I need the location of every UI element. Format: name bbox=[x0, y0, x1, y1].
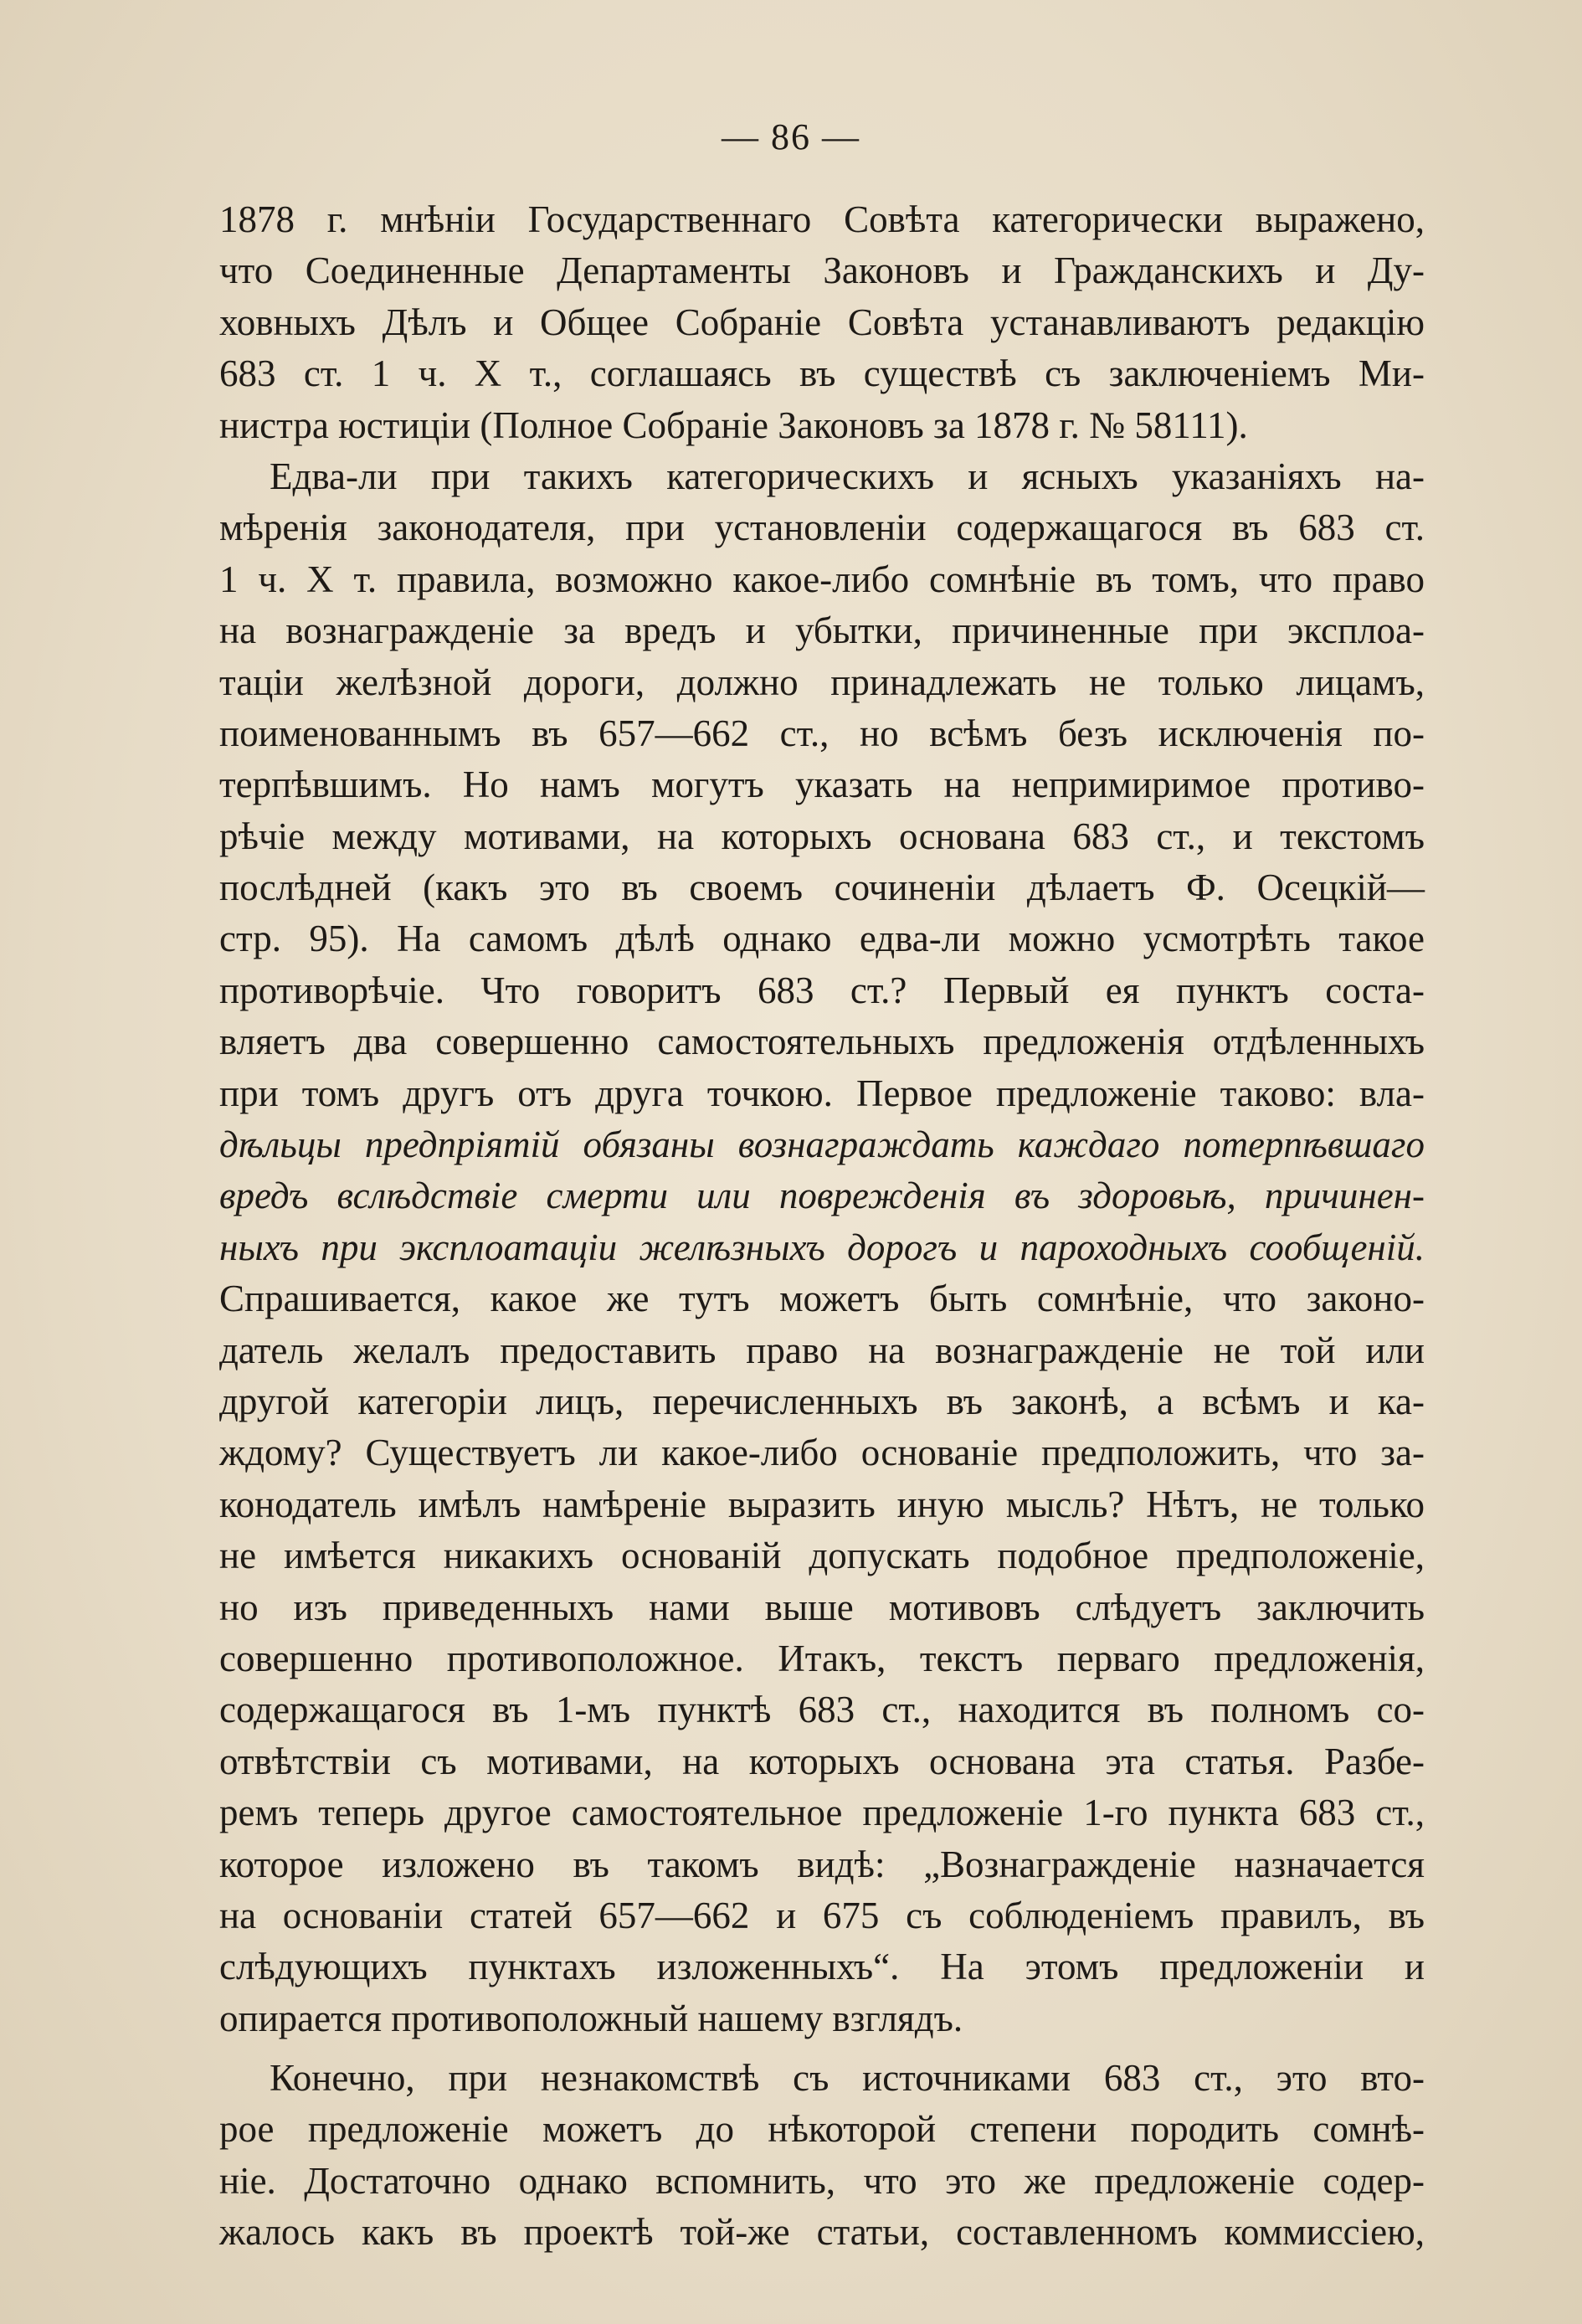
text-line: что Соединенные Департаменты Законовъ и Гражданскихъ и Ду- bbox=[219, 249, 1425, 292]
text-line: 683 ст. 1 ч. X т., соглашаясь въ существѣ съ заключеніемъ Ми- bbox=[219, 352, 1425, 395]
text-line: на вознагражденіе за вредъ и убытки, причиненные при эксплоа- bbox=[219, 609, 1425, 652]
text-line: ніе. Достаточно однако вспомнить, что это же предложеніе содер- bbox=[219, 2159, 1425, 2202]
text-line: стр. 95). На самомъ дѣлѣ однако едва-ли можно усмотрѣть такое bbox=[219, 918, 1425, 960]
text-line: вляетъ два совершенно самостоятельныхъ предложенія отдѣленныхъ bbox=[219, 1021, 1425, 1063]
text-line: Спрашивается, какое же тутъ можетъ быть сомнѣніе, что законо- bbox=[219, 1278, 1425, 1320]
italic-quote-line: вредъ вслѣдствіе смерти или поврежденія въ здоровьѣ, причинен- bbox=[219, 1175, 1425, 1217]
text-line: ремъ теперь другое самостоятельное предложеніе 1-го пункта 683 ст., bbox=[219, 1792, 1425, 1834]
text-line: жалось какъ въ проектѣ той-же статьи, составленномъ коммиссіею, bbox=[219, 2211, 1425, 2254]
paragraph-first-line: Конечно, при незнакомствѣ съ источниками 683 ст., это вто- bbox=[270, 2057, 1425, 2100]
text-line: рое предложеніе можетъ до нѣкоторой степени породить сомнѣ- bbox=[219, 2108, 1425, 2151]
text-line: нистра юстиціи (Полное Собраніе Законовъ за 1878 г. № 58111). bbox=[219, 404, 1248, 446]
text-line: послѣдней (какъ это въ своемъ сочиненіи дѣлаетъ Ф. Осецкій— bbox=[219, 866, 1425, 909]
text-line: конодатель имѣлъ намѣреніе выразить иную мысль? Нѣтъ, не только bbox=[219, 1483, 1425, 1525]
italic-quote-line: ныхъ при эксплоатаціи желѣзныхъ дорогъ и пароходныхъ сообщеній. bbox=[219, 1226, 1425, 1268]
body-text bbox=[219, 194, 1425, 2259]
italic-quote-line: дѣльцы предпріятій обязаны вознаграждать каждаго потерпѣвшаго bbox=[219, 1123, 1425, 1166]
page-number: — 86 — bbox=[722, 116, 860, 157]
text-line: которое изложено въ такомъ видѣ: „Вознагражденіе назначается bbox=[219, 1843, 1425, 1885]
paragraph-first-line: Едва-ли при такихъ категорическихъ и ясныхъ указаніяхъ на- bbox=[270, 455, 1425, 497]
text-line: 1 ч. X т. правила, возможно какое-либо сомнѣніе въ томъ, что право bbox=[219, 558, 1425, 600]
text-line: на основаніи статей 657—662 и 675 съ соблюденіемъ правилъ, въ bbox=[219, 1894, 1425, 1936]
text-line: рѣчіе между мотивами, на которыхъ основана 683 ст., и текстомъ bbox=[219, 815, 1425, 857]
text-line: отвѣтствіи съ мотивами, на которыхъ основана эта статья. Разбе- bbox=[219, 1740, 1425, 1782]
text-line: ховныхъ Дѣлъ и Общее Собраніе Совѣта устанавливаютъ редакцію bbox=[219, 301, 1425, 343]
text-line: опирается противоположный нашему взглядъ. bbox=[219, 1997, 963, 2039]
text-line: поименованнымъ въ 657—662 ст., но всѣмъ безъ исключенія по- bbox=[219, 712, 1425, 754]
text-line: терпѣвшимъ. Но намъ могутъ указать на непримиримое противо- bbox=[219, 764, 1425, 806]
text-line: противорѣчіе. Что говоритъ 683 ст.? Первый ея пунктъ соста- bbox=[219, 969, 1425, 1011]
text-line: при томъ другъ отъ друга точкою. Первое предложеніе таково: вла- bbox=[219, 1072, 1425, 1114]
text-line: таціи желѣзной дороги, должно принадлежать не только лицамъ, bbox=[219, 661, 1425, 703]
text-line: 1878 г. мнѣніи Государственнаго Совѣта категорически выражено, bbox=[219, 198, 1425, 240]
text-line: другой категоріи лицъ, перечисленныхъ въ законѣ, а всѣмъ и ка- bbox=[219, 1380, 1425, 1422]
text-line: ждому? Существуетъ ли какое-либо основаніе предположить, что за- bbox=[219, 1432, 1425, 1474]
text-line: содержащагося въ 1-мъ пунктѣ 683 ст., находится въ полномъ со- bbox=[219, 1689, 1425, 1731]
text-line: слѣдующихъ пунктахъ изложенныхъ“. На этомъ предложеніи и bbox=[219, 1946, 1425, 1988]
text-line: но изъ приведенныхъ нами выше мотивовъ слѣдуетъ заключить bbox=[219, 1586, 1425, 1628]
text-line: не имѣется никакихъ основаній допускать подобное предположеніе, bbox=[219, 1535, 1425, 1577]
text-line: мѣренія законодателя, при установленіи содержащагося въ 683 ст. bbox=[219, 506, 1425, 549]
text-line: совершенно противоположное. Итакъ, текстъ перваго предложенія, bbox=[219, 1637, 1425, 1679]
text-line: датель желалъ предоставить право на вознагражденіе не той или bbox=[219, 1329, 1425, 1371]
